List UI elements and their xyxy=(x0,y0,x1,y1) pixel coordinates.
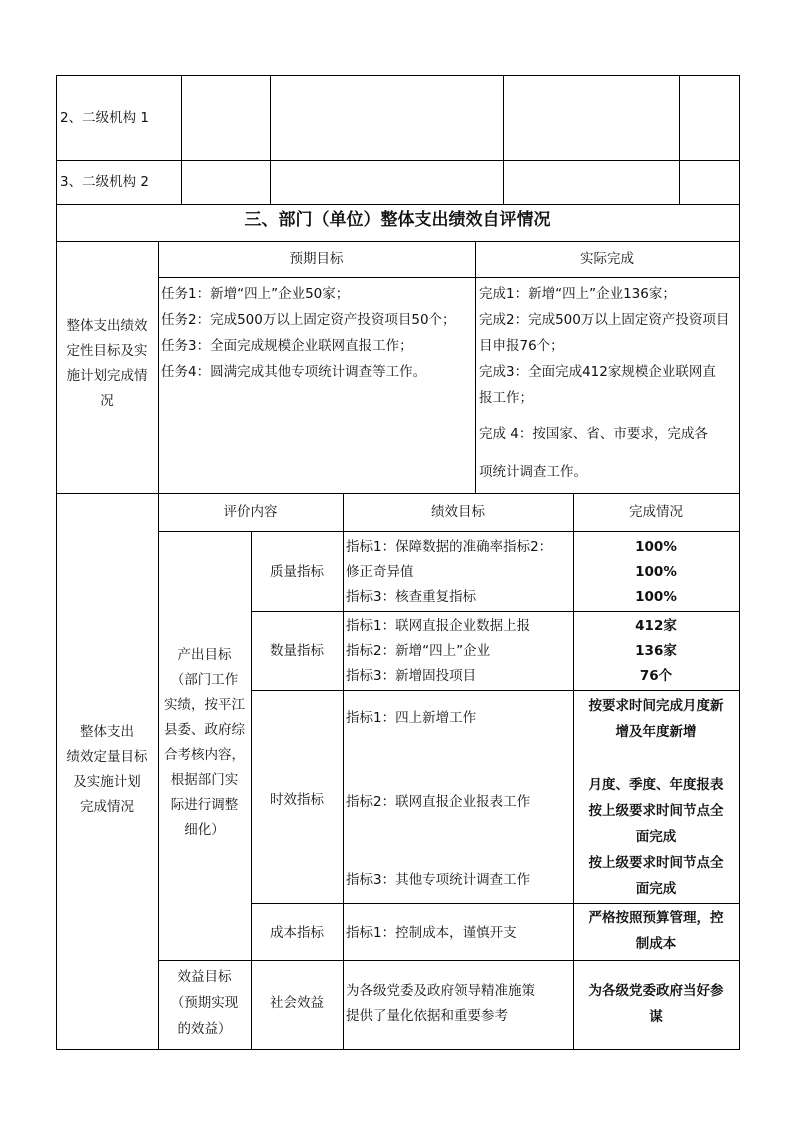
list-item: 面完成 xyxy=(635,829,677,845)
row-label-secondary-1: 2、二级机构 1 xyxy=(60,110,149,126)
list-item: 完成2：完成500万以上固定资产投资项目 xyxy=(479,312,730,328)
list-item: 按上级要求时间节点全 xyxy=(588,803,724,819)
list-item: 任务4：圆满完成其他专项统计调查等工作。 xyxy=(161,364,427,380)
quantity-indicator-label: 数量指标 xyxy=(270,643,324,659)
performance-target-header: 绩效目标 xyxy=(431,504,485,520)
completion-status-header: 完成情况 xyxy=(629,504,683,520)
cost-target: 指标1：控制成本，谨慎开支 xyxy=(346,925,517,941)
list-item: 指标3：核查重复指标 xyxy=(346,589,477,605)
list-item: 指标2：联网直报企业报表工作 xyxy=(346,794,531,810)
list-item: 增及年度新增 xyxy=(615,724,697,740)
row-label-secondary-2: 3、二级机构 2 xyxy=(60,174,149,190)
list-item: 提供了量化依据和重要参考 xyxy=(346,1008,508,1024)
list-item: 指标1：四上新增工作 xyxy=(346,710,477,726)
list-item: 指标1：保障数据的准确率指标2： xyxy=(346,539,553,555)
list-item: 完成1：新增“四上”企业136家； xyxy=(479,286,676,302)
list-item: 按上级要求时间节点全 xyxy=(588,855,724,871)
list-item: 严格按照预算管理，控 xyxy=(588,910,724,926)
list-item: 完成3：全面完成412家规模企业联网直 xyxy=(479,364,716,380)
list-item: 100% xyxy=(635,564,677,580)
social-benefit-label: 社会效益 xyxy=(270,995,324,1011)
quality-indicator-label: 质量指标 xyxy=(270,564,324,580)
list-item: 按要求时间完成月度新 xyxy=(588,698,724,714)
list-item: 完成 4：按国家、省、市要求，完成各 xyxy=(479,426,708,442)
evaluation-content-header: 评价内容 xyxy=(223,504,278,520)
list-item: 谋 xyxy=(649,1009,663,1025)
timeliness-indicator-label: 时效指标 xyxy=(270,792,324,808)
actual-completion-header: 实际完成 xyxy=(580,251,634,267)
list-item: 指标1：联网直报企业数据上报 xyxy=(346,618,531,634)
list-item: 制成本 xyxy=(635,936,677,952)
cost-indicator-label: 成本指标 xyxy=(270,925,324,941)
list-item: 目申报76个； xyxy=(479,338,564,354)
list-item: 任务2：完成500万以上固定资产投资项目50个； xyxy=(161,312,456,328)
expected-goal-header: 预期目标 xyxy=(289,251,344,267)
list-item: 指标3：其他专项统计调查工作 xyxy=(346,872,531,888)
list-item: 100% xyxy=(635,589,677,605)
list-item: 为各级党委政府当好参 xyxy=(588,983,724,999)
list-item: 任务1：新增“四上”企业50家； xyxy=(161,286,350,302)
list-item: 指标2：新增“四上”企业 xyxy=(346,643,491,659)
list-item: 412家 xyxy=(635,618,677,634)
list-item: 报工作； xyxy=(479,390,533,406)
list-item: 项统计调查工作。 xyxy=(479,464,587,480)
list-item: 136家 xyxy=(635,643,677,659)
list-item: 为各级党委及政府领导精准施策 xyxy=(346,983,535,999)
list-item: 指标3：新增固投项目 xyxy=(346,668,477,684)
list-item: 100% xyxy=(635,539,677,555)
list-item: 月度、季度、年度报表 xyxy=(588,777,724,793)
list-item: 面完成 xyxy=(635,881,677,897)
list-item: 任务3：全面完成规模企业联网直报工作； xyxy=(161,338,413,354)
list-item: 修正奇异值 xyxy=(346,564,414,580)
list-item: 76个 xyxy=(639,668,673,684)
section-title: 三、部门（单位）整体支出绩效自评情况 xyxy=(244,210,551,230)
